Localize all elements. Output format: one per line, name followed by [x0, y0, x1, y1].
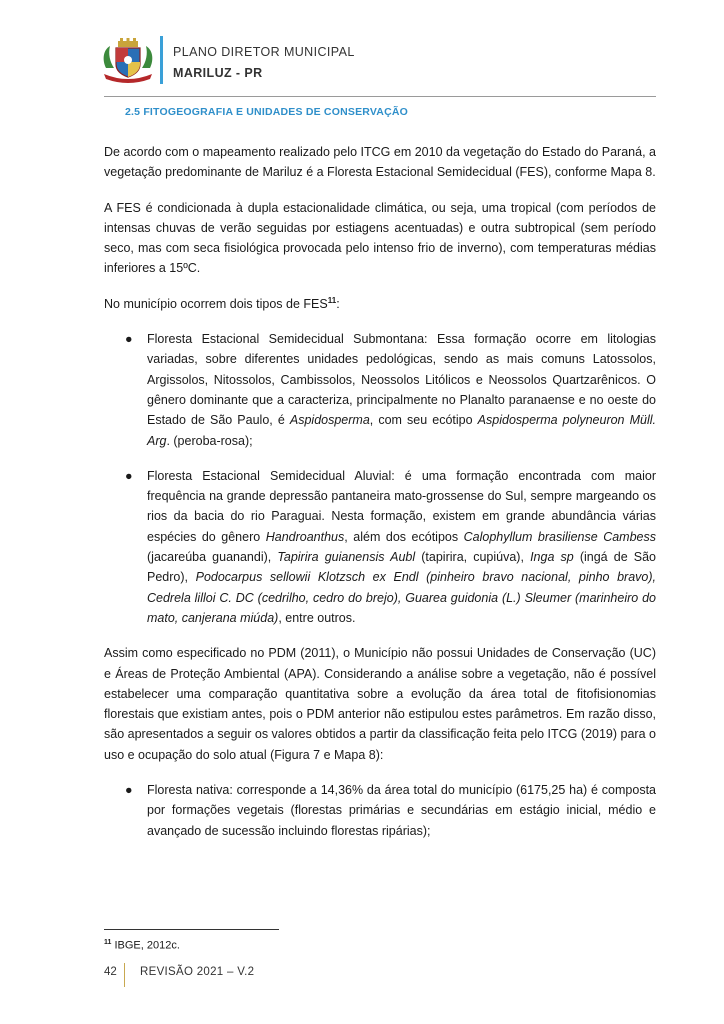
paragraph-4: Assim como especificado no PDM (2011), o Município não possui Unidades de Conservação (UC) e Áreas de Proteção Ambiental (APA). Considerando a análise sobre a vegetação, não é possível estabelecer uma comparação quantitativa sobre a evolução da área total de fitofisionomias florestais que existiam antes, pois o PDM anterior não estipulou estes parâmetros. Em razão disso, são apresentados a seguir os valores obtidos a partir da classificação feita pelo ITCG (2019) para o uso e ocupação do solo atual (Figura 7 e Mapa 8):: [104, 646, 656, 762]
footer-divider: [124, 963, 125, 987]
page-footer: [104, 963, 404, 987]
main-content: [104, 142, 656, 856]
header-accent-bar: [160, 36, 163, 84]
revision-label: REVISÃO 2021 – V.2: [140, 966, 255, 978]
municipality-name: MARILUZ - PR: [173, 66, 263, 80]
paragraph-2: A FES é condicionada à dupla estacionalidade climática, ou seja, uma tropical (com períodos de intensas chuvas de verão seguidas por estiagens acentuadas) e outra subtropical (sem período seco, mas com seca fisiológica provocada pelo intenso frio de inverno), com temperaturas médias inferiores a 15ºC.: [104, 200, 656, 276]
list-item-floresta-nativa: ● Floresta nativa: corresponde a 14,36% da área total do município (6175,25 ha) é composta por formações vegetais (florestas primárias e secundárias em estágio inicial, médio e avançado de sucessão incluindo florestas ripárias);: [104, 780, 656, 841]
header-divider: [104, 96, 656, 97]
land-use-list: [104, 780, 656, 841]
section-heading: 2.5 FITOGEOGRAFIA E UNIDADES DE CONSERVAÇÃO: [125, 106, 408, 118]
page-header: [100, 36, 656, 96]
footnote-ref[interactable]: 11: [327, 295, 337, 305]
bullet-icon: ●: [125, 468, 133, 483]
footnote: $^{11}$ IBGE, 2012c.: [104, 939, 180, 952]
fes-types-list: [104, 329, 656, 628]
municipal-crest-icon: [100, 38, 156, 84]
footnote-number: 11: [104, 939, 112, 946]
page-number: 42: [104, 966, 117, 978]
bullet-icon: ●: [125, 332, 133, 347]
document-title: PLANO DIRETOR MUNICIPAL: [173, 45, 355, 59]
paragraph-1: De acordo com o mapeamento realizado pelo ITCG em 2010 da vegetação do Estado do Paraná, a vegetação predominante de Mariluz é a Floresta Estacional Semidecidual (FES), conforme Mapa 8.: [104, 145, 656, 180]
paragraph-3: No município ocorrem dois tipos de FES$^{11}$:: [104, 295, 340, 311]
list-item-submontana: ● Floresta Estacional Semidecidual Submontana: Essa formação ocorre em litologias variadas, sobre diferentes unidades pedológicas, sendo as mais comuns Latossolos, Argissolos, Nitossolos, Cambissolos, Neossolos Litólicos e Neossolos Quartzarênicos. O gênero dominante que a caracteriza, principalmente no Planalto paranaense e no oeste do Estado de São Paulo, é Aspidosperma, com seu ecótipo Aspidosperma polyneuron Müll. Arg. (peroba-rosa);: [104, 329, 656, 451]
footnote-divider: [104, 929, 279, 930]
bullet-icon: ●: [125, 783, 133, 798]
list-item-aluvial: ● Floresta Estacional Semidecidual Aluvial: é uma formação encontrada com maior frequência na grande depressão pantaneira mato-grossense do Sul, sempre margeando os rios da bacia do rio Paraguai. Nesta formação, existem em grande abundância várias espécies do gênero Handroanthus, além dos ecótipos Calophyllum brasiliense Cambess (jacareúba guanandi), Tapirira guianensis Aubl (tapirira, cupiúva), Inga sp (ingá de São Pedro), Podocarpus sellowii Klotzsch ex Endl (pinheiro bravo nacional, pinho bravo), Cedrela lilloi C. DC (cedrilho, cedro do brejo), Guarea guidonia (L.) Sleumer (marinheiro do mato, canjerana miúda), entre outros.: [104, 466, 656, 628]
